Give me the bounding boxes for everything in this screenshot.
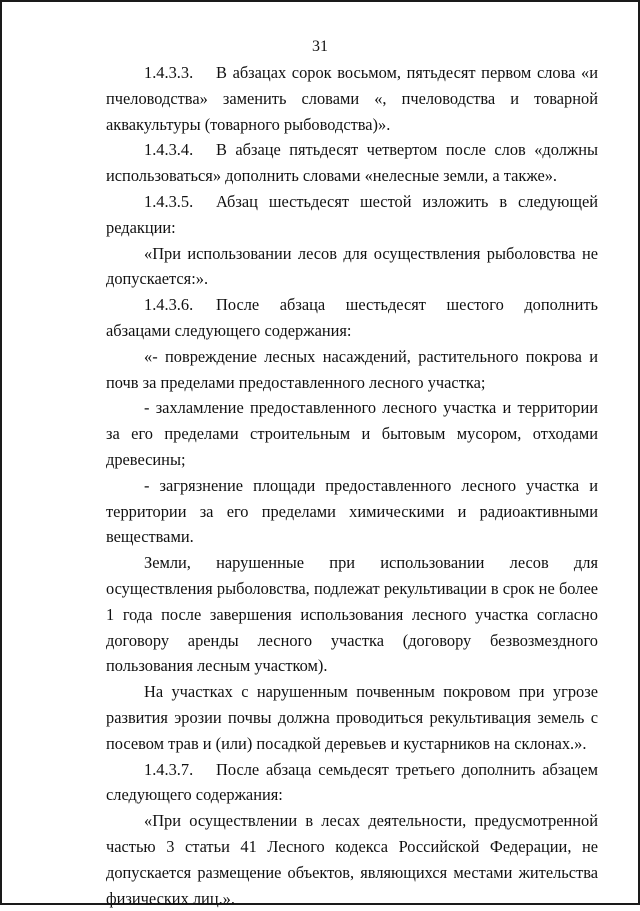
list-item-littering bbox=[106, 395, 598, 472]
paragraph-number: 1.4.3.3. bbox=[144, 63, 194, 82]
paragraph-text: Земли, нарушенные при использовании лесов для осуществления рыболовства, подлежат рекультивации в срок не более 1 года после завершения использования лесного участка согласно договору аренды лесного участка (договору безвозмездного пользования лесным участком). bbox=[106, 553, 598, 676]
paragraph-recultivation bbox=[106, 550, 598, 679]
paragraph-text: - захламление предоставленного лесного участка и территории за его пределами строительным и бытовым мусором, отходами древесины; bbox=[106, 398, 598, 469]
paragraph-1-4-3-6 bbox=[106, 292, 598, 344]
list-item-pollution bbox=[106, 473, 598, 550]
paragraph-text: В абзаце пятьдесят четвертом после слов «должны использоваться» дополнить словами «нелесные земли, а также». bbox=[106, 140, 598, 186]
document-body bbox=[106, 60, 598, 911]
paragraph-number: 1.4.3.7. bbox=[144, 759, 194, 779]
paragraph-text: «При использовании лесов для осуществления рыболовства не допускается:». bbox=[106, 243, 598, 289]
paragraph-text: После абзаца семьдесят третьего дополнить абзацем следующего содержания: bbox=[106, 759, 598, 805]
paragraph-erosion bbox=[106, 679, 598, 756]
paragraph-1-4-3-7 bbox=[106, 757, 598, 809]
paragraph-text: После абзаца шестьдесят шестого дополнить абзацами следующего содержания: bbox=[106, 295, 598, 340]
paragraph-1-4-3-3 bbox=[106, 60, 598, 137]
paragraph-1-4-3-5 bbox=[106, 189, 598, 241]
page-number: 31 bbox=[312, 38, 328, 55]
paragraph-residence-objects bbox=[106, 808, 598, 911]
paragraph-text: «При осуществлении в лесах деятельности, предусмотренной частью 3 статьи 41 Лесного кодекса Российской Федерации, не допускается размещение объектов, являющихся местами жительства физических лиц.». bbox=[106, 811, 598, 908]
paragraph-new-wording bbox=[106, 241, 598, 293]
paragraph-1-4-3-4 bbox=[106, 137, 598, 189]
paragraph-text: На участках с нарушенным почвенным покровом при угрозе развития эрозии почвы должна проводиться рекультивация земель с посевом трав и (или) посадкой деревьев и кустарников на склонах.». bbox=[106, 682, 598, 753]
paragraph-text: Абзац шестьдесят шестой изложить в следующей редакции: bbox=[106, 191, 598, 237]
paragraph-number: 1.4.3.4. bbox=[144, 140, 194, 160]
list-item-damage bbox=[106, 344, 598, 396]
paragraph-number: 1.4.3.5. bbox=[144, 191, 194, 211]
paragraph-text: «- повреждение лесных насаждений, растительного покрова и почв за пределами предоставленного лесного участка; bbox=[106, 346, 598, 392]
paragraph-text: В абзацах сорок восьмом, пятьдесят первом слова «и пчеловодства» заменить словами «, пчеловодства и товарной аквакультуры (товарного рыбоводства)». bbox=[106, 63, 598, 134]
paragraph-number: 1.4.3.6. bbox=[144, 295, 194, 315]
paragraph-text: - загрязнение площади предоставленного лесного участка и территории за его пределами химическими и радиоактивными веществами. bbox=[106, 475, 598, 547]
